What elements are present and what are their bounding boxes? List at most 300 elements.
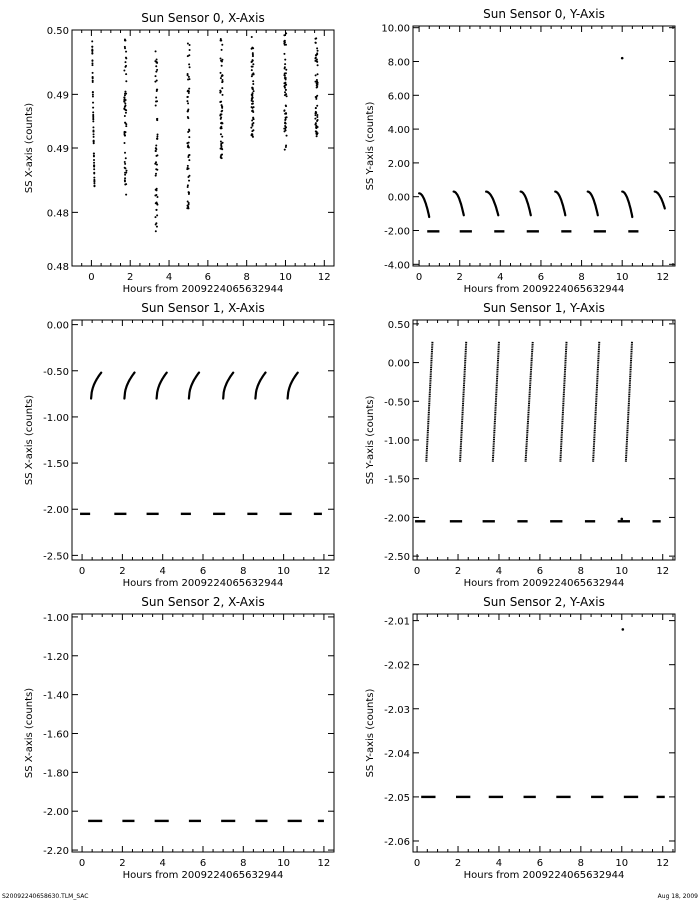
- data-point: [285, 118, 287, 120]
- data-point: [284, 44, 286, 46]
- data-point: [124, 184, 126, 186]
- y-tick-label: -2.05: [384, 792, 410, 804]
- plot-frame: [72, 320, 334, 560]
- data-point: [155, 230, 157, 232]
- data-point: [285, 32, 287, 34]
- plot-frame: [413, 614, 675, 852]
- y-tick-label: -0.50: [384, 397, 410, 409]
- y-tick-label: 0.00: [46, 320, 69, 332]
- data-point: [285, 129, 287, 131]
- x-tick-label: 2: [456, 272, 463, 283]
- x-tick-label: 4: [165, 272, 173, 283]
- data-point: [220, 126, 222, 128]
- data-point: [155, 189, 157, 191]
- data-point: [286, 135, 288, 137]
- y-tick-label: -2.02: [384, 660, 410, 672]
- x-tick-label: 4: [495, 858, 503, 869]
- data-point: [220, 117, 222, 119]
- data-point: [156, 136, 158, 138]
- x-tick-label: 8: [240, 858, 247, 869]
- data-point: [92, 72, 94, 74]
- y-tick-label: -2.50: [384, 552, 410, 564]
- y-tick-label: -2.00: [384, 513, 410, 525]
- data-point: [252, 66, 254, 68]
- data-point: [124, 93, 126, 95]
- x-tick-label: 0: [78, 566, 86, 577]
- data-point: [187, 184, 189, 186]
- y-tick-label: -4.00: [384, 260, 410, 272]
- data-point: [316, 86, 318, 88]
- data-point: [124, 180, 126, 182]
- x-tick-label: 4: [497, 272, 504, 283]
- data-point: [92, 114, 94, 116]
- data-point: [124, 61, 126, 63]
- data-point: [187, 42, 189, 44]
- data-point: [251, 103, 253, 105]
- y-axis-label: SS Y-axis (counts): [365, 101, 376, 191]
- data-trace: [593, 342, 599, 462]
- data-point: [187, 74, 189, 76]
- x-tick-label: 2: [119, 858, 126, 869]
- data-point: [188, 202, 190, 204]
- data-trace: [124, 373, 134, 399]
- y-tick-label: -2.01: [384, 616, 410, 628]
- data-point: [155, 50, 157, 52]
- y-tick-label: 0.50: [387, 319, 410, 331]
- data-point: [92, 76, 94, 78]
- y-tick-label: -1.50: [384, 474, 410, 486]
- data-point: [285, 112, 287, 114]
- data-point: [156, 90, 158, 92]
- outlier-point: [620, 518, 623, 521]
- data-point: [125, 125, 127, 127]
- data-point: [154, 81, 156, 83]
- x-tick-label: 8: [243, 272, 250, 283]
- data-point: [124, 174, 126, 176]
- data-point: [314, 118, 316, 120]
- data-point: [315, 122, 317, 124]
- y-tick-label: 8.00: [387, 57, 410, 69]
- data-point: [220, 72, 222, 74]
- data-point: [155, 75, 157, 77]
- x-tick-label: 6: [536, 566, 544, 577]
- x-axis-label: Hours from 2009224065632944: [463, 284, 625, 295]
- plot-frame: [413, 320, 675, 560]
- data-point: [252, 110, 254, 112]
- data-point: [221, 75, 223, 77]
- data-point: [284, 149, 286, 151]
- data-point: [124, 94, 126, 96]
- data-point: [155, 173, 157, 175]
- data-point: [124, 106, 126, 108]
- data-point: [251, 69, 253, 71]
- data-point: [156, 209, 158, 211]
- x-tick-label: 2: [119, 566, 126, 577]
- data-point: [316, 82, 318, 84]
- y-tick-label: 0.48: [46, 262, 69, 273]
- data-point: [221, 81, 223, 83]
- x-tick-label: 12: [317, 858, 331, 869]
- x-axis-label: Hours from 2009224065632944: [463, 870, 625, 881]
- chart-title: Sun Sensor 0, Y-Axis: [483, 7, 605, 21]
- data-point: [284, 122, 286, 124]
- data-point: [314, 114, 316, 116]
- data-point: [252, 60, 254, 62]
- data-point: [93, 168, 95, 170]
- y-axis-label: SS Y-axis (counts): [365, 688, 376, 778]
- x-axis-label: Hours from 2009224065632944: [463, 578, 625, 589]
- data-point: [188, 78, 190, 80]
- x-tick-label: 12: [656, 272, 670, 283]
- data-point: [156, 201, 158, 203]
- data-point: [252, 63, 254, 65]
- y-tick-label: -1.50: [43, 459, 69, 471]
- data-point: [251, 130, 253, 132]
- data-point: [91, 60, 93, 62]
- data-point: [93, 166, 95, 168]
- data-point: [220, 40, 222, 42]
- x-tick-label: 6: [536, 858, 544, 869]
- data-point: [125, 112, 127, 114]
- data-point: [316, 61, 318, 63]
- data-point: [220, 57, 222, 59]
- data-point: [284, 91, 286, 93]
- data-point: [125, 65, 127, 67]
- data-point: [92, 94, 94, 96]
- data-point: [251, 125, 253, 127]
- data-point: [92, 126, 94, 128]
- data-point: [188, 180, 190, 182]
- data-point: [221, 87, 223, 89]
- data-point: [316, 116, 318, 118]
- data-point: [314, 60, 316, 62]
- data-point: [187, 156, 189, 158]
- data-point: [220, 154, 222, 156]
- y-tick-label: -2.20: [43, 846, 69, 858]
- x-tick-label: 6: [199, 858, 207, 869]
- data-point: [186, 142, 188, 144]
- data-point: [93, 155, 95, 157]
- y-tick-label: 0.00: [387, 358, 410, 370]
- y-tick-label: -2.06: [384, 836, 410, 848]
- data-trace: [526, 342, 533, 462]
- data-point: [284, 63, 286, 65]
- data-point: [220, 143, 222, 145]
- data-point: [125, 57, 127, 59]
- y-tick-label: 2.00: [387, 158, 410, 170]
- data-point: [251, 133, 253, 135]
- data-point: [156, 214, 158, 216]
- data-point: [156, 119, 158, 121]
- data-trace: [288, 373, 298, 399]
- y-tick-label: 0.50: [46, 26, 69, 37]
- data-trace: [157, 373, 167, 399]
- data-point: [187, 144, 189, 146]
- data-point: [92, 102, 94, 104]
- x-tick-label: 8: [578, 272, 585, 283]
- y-axis-label: SS X-axis (counts): [24, 687, 35, 779]
- data-point: [221, 59, 223, 61]
- data-point: [92, 107, 94, 109]
- data-point: [315, 74, 317, 76]
- data-point: [125, 123, 127, 125]
- data-point: [124, 103, 126, 105]
- data-point: [284, 66, 286, 68]
- data-point: [187, 110, 189, 112]
- y-tick-label: -1.20: [43, 651, 69, 663]
- data-point: [186, 207, 188, 209]
- data-trace: [223, 373, 233, 399]
- x-tick-label: 0: [413, 566, 421, 577]
- y-tick-label: -2.00: [43, 807, 69, 819]
- data-point: [91, 46, 93, 48]
- data-point: [220, 133, 222, 135]
- data-point: [155, 194, 157, 196]
- data-point: [285, 104, 287, 106]
- data-point: [188, 193, 190, 195]
- data-point: [93, 153, 95, 155]
- data-point: [124, 47, 126, 49]
- data-point: [188, 76, 190, 78]
- data-point: [92, 117, 94, 119]
- data-point: [315, 126, 317, 128]
- data-point: [187, 167, 189, 169]
- data-point: [251, 75, 253, 77]
- data-point: [93, 136, 95, 138]
- y-tick-label: 0.49: [46, 90, 69, 102]
- data-point: [93, 177, 95, 179]
- data-point: [125, 172, 127, 174]
- data-point: [316, 114, 318, 116]
- data-point: [285, 69, 287, 71]
- y-tick-label: -1.80: [43, 768, 69, 780]
- data-point: [91, 50, 93, 52]
- x-tick-label: 4: [159, 858, 166, 869]
- data-point: [251, 36, 253, 38]
- x-tick-label: 6: [199, 566, 207, 577]
- data-point: [155, 148, 157, 150]
- data-point: [253, 90, 255, 92]
- data-trace: [426, 342, 432, 462]
- data-point: [155, 155, 157, 157]
- data-point: [286, 95, 288, 97]
- data-point: [252, 52, 254, 54]
- x-tick-label: 10: [277, 566, 290, 577]
- data-point: [124, 177, 126, 179]
- data-point: [221, 157, 223, 159]
- data-point: [92, 120, 94, 122]
- data-point: [156, 196, 158, 198]
- data-point: [315, 57, 317, 59]
- data-point: [186, 96, 188, 98]
- data-point: [221, 79, 223, 81]
- plot-frame: [413, 26, 675, 266]
- data-trace: [555, 192, 565, 216]
- data-point: [155, 168, 157, 170]
- x-tick-label: 8: [577, 566, 585, 577]
- x-tick-label: 0: [413, 858, 421, 869]
- data-point: [187, 131, 189, 133]
- data-point: [316, 135, 318, 137]
- data-point: [125, 157, 127, 159]
- data-point: [252, 88, 254, 90]
- data-trace: [91, 373, 101, 399]
- data-point: [125, 80, 127, 82]
- x-tick-label: 6: [537, 272, 545, 283]
- y-tick-label: 6.00: [387, 91, 410, 103]
- data-point: [285, 77, 287, 79]
- data-point: [285, 117, 287, 119]
- data-point: [125, 194, 127, 196]
- data-point: [188, 92, 190, 94]
- data-point: [188, 159, 190, 161]
- chart-title: Sun Sensor 0, X-Axis: [141, 11, 265, 25]
- data-point: [92, 129, 94, 131]
- data-point: [189, 44, 191, 46]
- y-tick-label: 0.48: [46, 208, 69, 220]
- data-point: [123, 133, 125, 135]
- data-point: [285, 89, 287, 91]
- data-point: [315, 96, 317, 98]
- data-point: [284, 87, 286, 89]
- plot-frame: [72, 614, 334, 852]
- data-trace: [655, 192, 665, 209]
- x-tick-label: 0: [88, 272, 95, 283]
- data-point: [285, 144, 287, 146]
- data-point: [315, 98, 317, 100]
- data-trace: [560, 342, 566, 462]
- data-point: [124, 115, 126, 117]
- data-point: [251, 48, 253, 50]
- data-point: [317, 73, 319, 75]
- data-point: [92, 91, 94, 93]
- data-point: [316, 58, 318, 60]
- data-point: [155, 65, 157, 67]
- data-point: [221, 107, 223, 109]
- data-point: [188, 191, 190, 193]
- data-point: [124, 131, 126, 133]
- x-tick-label: 12: [656, 858, 670, 869]
- plot-frame: [72, 30, 334, 266]
- data-point: [251, 106, 253, 108]
- data-point: [93, 185, 95, 187]
- data-point: [124, 161, 126, 163]
- data-point: [316, 120, 318, 122]
- y-axis-label: SS X-axis (counts): [24, 394, 35, 486]
- data-point: [155, 71, 157, 73]
- x-tick-label: 2: [454, 858, 462, 869]
- data-point: [252, 80, 254, 82]
- y-tick-label: -1.00: [43, 412, 69, 424]
- x-tick-label: 6: [204, 272, 212, 283]
- data-point: [188, 175, 190, 177]
- data-point: [156, 69, 158, 71]
- data-point: [123, 97, 125, 99]
- data-point: [125, 73, 127, 75]
- data-point: [189, 49, 191, 51]
- data-point: [252, 92, 254, 94]
- data-trace: [419, 193, 429, 217]
- data-point: [155, 175, 157, 177]
- data-point: [188, 90, 190, 92]
- data-point: [155, 150, 157, 152]
- data-point: [189, 66, 191, 68]
- x-tick-label: 10: [277, 858, 290, 869]
- y-tick-label: -2.50: [43, 551, 69, 563]
- x-tick-label: 4: [495, 566, 503, 577]
- data-point: [124, 39, 126, 41]
- data-trace: [454, 192, 464, 216]
- data-point: [317, 132, 319, 134]
- x-tick-label: 10: [615, 858, 629, 869]
- y-axis-label: SS X-axis (counts): [24, 102, 35, 194]
- data-point: [93, 141, 95, 143]
- data-point: [315, 42, 317, 44]
- data-point: [220, 140, 222, 142]
- y-tick-label: 0.00: [387, 192, 410, 204]
- data-point: [252, 83, 254, 85]
- data-point: [252, 117, 254, 119]
- data-point: [221, 49, 223, 51]
- data-trace: [626, 342, 632, 462]
- data-point: [93, 162, 95, 164]
- data-point: [187, 102, 189, 104]
- data-point: [126, 170, 128, 172]
- data-point: [93, 180, 95, 182]
- data-point: [188, 88, 190, 90]
- x-tick-label: 4: [159, 566, 166, 577]
- data-point: [251, 95, 253, 97]
- data-point: [219, 114, 221, 116]
- data-point: [123, 108, 125, 110]
- data-point: [123, 70, 125, 72]
- y-tick-label: -2.00: [384, 226, 410, 238]
- data-point: [283, 110, 285, 112]
- data-point: [284, 94, 286, 96]
- y-tick-label: 0.49: [46, 144, 69, 155]
- data-point: [220, 77, 222, 79]
- x-tick-label: 10: [279, 272, 292, 283]
- x-axis-label: Hours from 2009224065632944: [122, 578, 284, 589]
- data-point: [188, 136, 190, 138]
- data-point: [316, 47, 318, 49]
- data-point: [92, 80, 94, 82]
- x-tick-label: 12: [317, 566, 331, 577]
- data-point: [124, 142, 126, 144]
- data-point: [315, 37, 317, 39]
- data-point: [284, 75, 286, 77]
- data-point: [220, 145, 222, 147]
- data-point: [284, 127, 286, 129]
- data-point: [186, 100, 188, 102]
- data-point: [315, 131, 317, 133]
- data-point: [221, 60, 223, 62]
- data-trace: [486, 192, 498, 216]
- data-point: [156, 62, 158, 64]
- x-tick-label: 8: [240, 566, 247, 577]
- data-point: [316, 53, 318, 55]
- footer-date: Aug 18, 2009: [657, 893, 698, 900]
- data-point: [315, 111, 317, 113]
- data-point: [219, 101, 221, 103]
- data-point: [252, 100, 254, 102]
- outlier-point: [621, 57, 624, 60]
- data-point: [285, 72, 287, 74]
- y-tick-label: 4.00: [387, 125, 410, 137]
- y-tick-label: 10.00: [381, 23, 410, 35]
- data-point: [155, 96, 157, 98]
- x-tick-label: 0: [415, 272, 423, 283]
